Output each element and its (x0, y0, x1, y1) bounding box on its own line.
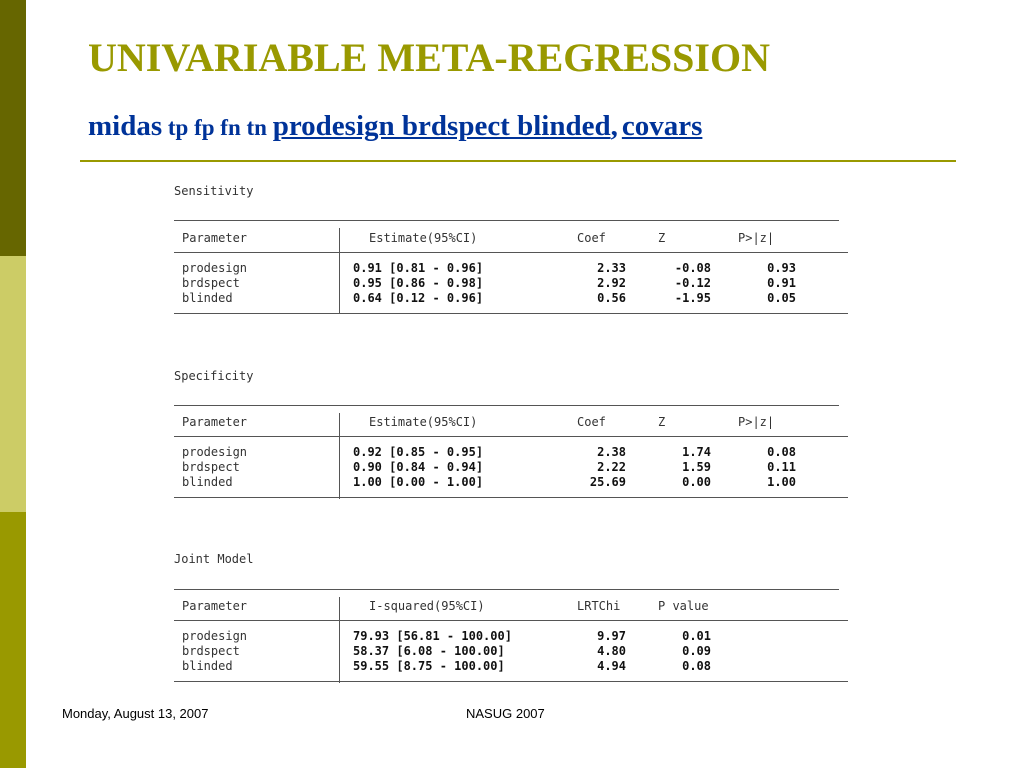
col-header-z: Z (658, 415, 666, 429)
row-lrtchi: 4.80 (597, 644, 626, 658)
row-pvalue: 0.01 (682, 629, 711, 643)
table-column-divider (339, 228, 340, 314)
slide-subtitle (88, 110, 702, 143)
slide-title: UNIVARIABLE META-REGRESSION (88, 35, 770, 80)
table-bottom-rule (174, 313, 848, 314)
footer-event: NASUG 2007 (466, 706, 545, 721)
row-param: prodesign (182, 445, 248, 459)
col-header-pvalue: P value (658, 599, 709, 613)
row-param: prodesign (182, 261, 248, 275)
row-param: blinded (182, 659, 233, 673)
row-p: 0.11 (767, 460, 796, 474)
sidebar-block-bottom (0, 512, 26, 768)
row-z: -0.08 (674, 261, 711, 275)
command-comma: , (610, 110, 618, 142)
table-header-rule (174, 620, 848, 621)
col-header-isquared: I-squared(95%CI) (369, 599, 485, 613)
table-header-rule (174, 252, 848, 253)
command-args: tp fp fn tn (162, 115, 273, 140)
row-isquared: 59.55 [8.75 - 100.00] (353, 659, 505, 673)
col-header-z: Z (658, 231, 666, 245)
specificity-heading: Specificity (174, 369, 254, 383)
col-header-parameter: Parameter (182, 231, 248, 245)
sensitivity-table (174, 220, 848, 315)
row-lrtchi: 4.94 (597, 659, 626, 673)
row-p: 0.93 (767, 261, 796, 275)
row-coef: 0.56 (597, 291, 626, 305)
row-estimate: 0.64 [0.12 - 0.96] (353, 291, 484, 305)
row-z: 0.00 (682, 475, 711, 489)
table-top-rule (174, 220, 839, 221)
row-p: 1.00 (767, 475, 796, 489)
table-top-rule (174, 405, 839, 406)
row-estimate: 0.95 [0.86 - 0.98] (353, 276, 484, 290)
row-estimate: 0.90 [0.84 - 0.94] (353, 460, 484, 474)
col-header-parameter: Parameter (182, 599, 248, 613)
row-isquared: 79.93 [56.81 - 100.00] (353, 629, 512, 643)
table-column-divider (339, 597, 340, 683)
sidebar-block-middle (0, 256, 26, 512)
table-header-rule (174, 436, 848, 437)
row-estimate: 0.92 [0.85 - 0.95] (353, 445, 484, 459)
table-bottom-rule (174, 497, 848, 498)
command-vars-link[interactable]: prodesign brdspect blinded (272, 110, 611, 142)
specificity-table (174, 405, 848, 500)
sidebar-stripe (0, 0, 26, 768)
col-header-lrtchi: LRTChi (577, 599, 621, 613)
footer-date: Monday, August 13, 2007 (62, 706, 209, 721)
table-top-rule (174, 589, 839, 590)
row-estimate: 0.91 [0.81 - 0.96] (353, 261, 484, 275)
col-header-parameter: Parameter (182, 415, 248, 429)
joint-model-table (174, 589, 848, 684)
row-param: brdspect (182, 644, 240, 658)
row-z: -0.12 (674, 276, 711, 290)
row-pvalue: 0.08 (682, 659, 711, 673)
sensitivity-heading: Sensitivity (174, 184, 254, 198)
table-bottom-rule (174, 681, 848, 682)
row-z: -1.95 (674, 291, 711, 305)
table-column-divider (339, 413, 340, 499)
command-option-link[interactable]: covars (621, 110, 703, 142)
col-header-estimate: Estimate(95%CI) (369, 231, 478, 245)
row-z: 1.74 (682, 445, 711, 459)
row-lrtchi: 9.97 (597, 629, 626, 643)
row-z: 1.59 (682, 460, 711, 474)
row-p: 0.91 (767, 276, 796, 290)
row-estimate: 1.00 [0.00 - 1.00] (353, 475, 484, 489)
row-pvalue: 0.09 (682, 644, 711, 658)
row-param: blinded (182, 291, 233, 305)
sidebar-block-top (0, 0, 26, 256)
command-name: midas (88, 110, 163, 142)
row-coef: 2.38 (597, 445, 626, 459)
row-isquared: 58.37 [6.08 - 100.00] (353, 644, 505, 658)
row-coef: 2.22 (597, 460, 626, 474)
col-header-coef: Coef (577, 415, 606, 429)
row-p: 0.05 (767, 291, 796, 305)
row-p: 0.08 (767, 445, 796, 459)
row-param: prodesign (182, 629, 248, 643)
row-coef: 2.33 (597, 261, 626, 275)
col-header-coef: Coef (577, 231, 606, 245)
row-param: brdspect (182, 460, 240, 474)
row-coef: 2.92 (597, 276, 626, 290)
joint-model-heading: Joint Model (174, 552, 254, 566)
col-header-estimate: Estimate(95%CI) (369, 415, 478, 429)
row-coef: 25.69 (589, 475, 626, 489)
col-header-p: P>|z| (738, 415, 775, 429)
col-header-p: P>|z| (738, 231, 775, 245)
row-param: blinded (182, 475, 233, 489)
row-param: brdspect (182, 276, 240, 290)
title-divider (80, 160, 956, 162)
